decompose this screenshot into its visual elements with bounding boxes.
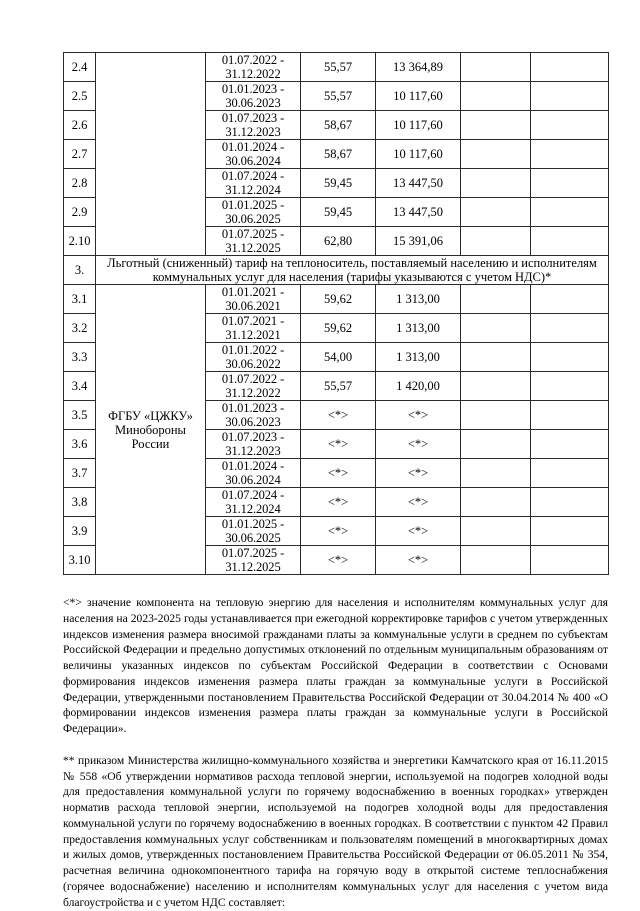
period-cell [206,227,301,256]
extra2-cell [531,111,609,140]
period-from: 01.07.2025 - [221,546,285,560]
footnote-text: приказом Министерства жилищно-коммунального хозяйства и энергетики Камчатского края от 16.11.2015 № 558 «Об утверждении нормативов расхода тепловой энергии, используемой на подогрев холодной воды для предоставления коммунальной услуги по горячему водоснабжению в военных городках» утвержден норматив расхода тепловой энергии, используемой на подогрев холодной воды для предоставления коммунальной услуги по горячему водоснабжению в военных городках. В соответствии с пунктом 42 Правил предоставления коммунальных услуг собственникам и пользователям помещений в многоквартирных домах и жилых домов, утвержденных постановлением Правительства Российской Федерации от 06.05.2011 № 354, расчетная величина однокомпонентного тарифа на горячую воду в открытой системе теплоснабжения (горячее водоснабжение) населению и исполнителям коммунальных услуг для населения с учетом вида благоустройства и с учетом НДС составляет: [63,753,608,909]
extra2-cell [531,430,609,459]
extra2-cell [531,517,609,546]
period-from: 01.01.2024 - [221,140,285,154]
section-number: 3. [64,256,96,285]
extra2-cell [531,169,609,198]
row-number: 2.5 [64,82,96,111]
component1-cell: 59,62 [301,285,376,314]
period-cell [206,343,301,372]
period-cell [206,459,301,488]
period-to: 31.12.2022 [225,67,281,81]
row-number: 3.7 [64,459,96,488]
section-title: Льготный (сниженный) тариф на теплоноситель, поставляемый населению и исполнителям коммунальных услуг для населения (тарифы указываются с учетом НДС)* [96,256,609,285]
period-cell [206,372,301,401]
period-cell [206,285,301,314]
extra2-cell [531,140,609,169]
row-number: 2.6 [64,111,96,140]
row-number: 3.5 [64,401,96,430]
tariff-table [63,52,609,575]
extra2-cell [531,314,609,343]
table-row [64,53,609,82]
component2-cell: <*> [376,430,461,459]
component2-cell: <*> [376,401,461,430]
row-number: 2.4 [64,53,96,82]
extra1-cell [461,343,531,372]
period-cell [206,488,301,517]
period-to: 31.12.2024 [225,183,281,197]
component1-cell: <*> [301,546,376,575]
period-cell [206,169,301,198]
row-number: 3.1 [64,285,96,314]
period-cell [206,314,301,343]
period-to: 30.06.2024 [225,154,281,168]
extra2-cell [531,343,609,372]
extra1-cell [461,517,531,546]
period-to: 31.12.2023 [225,444,281,458]
extra2-cell [531,372,609,401]
extra1-cell [461,488,531,517]
component1-cell: 62,80 [301,227,376,256]
period-to: 30.06.2022 [225,357,281,371]
extra2-cell [531,198,609,227]
component1-cell: 59,45 [301,169,376,198]
period-to: 31.12.2025 [225,560,281,574]
component2-cell: <*> [376,488,461,517]
period-from: 01.07.2022 - [221,372,285,386]
period-to: 31.12.2024 [225,502,281,516]
component1-cell: <*> [301,430,376,459]
component2-cell: 1 313,00 [376,343,461,372]
row-number: 3.6 [64,430,96,459]
footnote-marker: <*> [63,596,82,609]
period-from: 01.01.2025 - [221,198,285,212]
component1-cell: <*> [301,401,376,430]
period-cell [206,140,301,169]
period-to: 31.12.2022 [225,386,281,400]
period-to: 30.06.2021 [225,299,281,313]
extra1-cell [461,314,531,343]
extra1-cell [461,111,531,140]
organization-cell-section2 [96,53,206,256]
period-from: 01.07.2025 - [221,227,285,241]
component2-cell: 13 447,50 [376,169,461,198]
component2-cell: 10 117,60 [376,111,461,140]
footnote-text: значение компонента на тепловую энергию для населения и исполнителям коммунальных услуг для населения на 2023-2025 годы устанавливается при ежегодной корректировке тарифов с учетом утвержденных индексов изменения размера вносимой гражданами платы за коммунальные услуги в среднем по субъектам Российской Федерации и предельно допустимых отклонений по отдельным муниципальным образованиям от величины указанных индексов по субъектам Российской Федерации в соответствии с Основами формирования индексов изменения размера платы граждан за коммунальные услуги в Российской Федерации, утвержденными постановлением Правительства Российской Федерации от 30.04.2014 № 400 «О формировании индексов изменения размера платы граждан за коммунальные услуги в Российской Федерации». [63,596,608,736]
extra1-cell [461,459,531,488]
component2-cell: 1 313,00 [376,285,461,314]
period-to: 30.06.2025 [225,212,281,226]
period-cell [206,198,301,227]
period-to: 31.12.2021 [225,328,281,342]
extra2-cell [531,488,609,517]
row-number: 3.9 [64,517,96,546]
row-number: 2.10 [64,227,96,256]
organization-cell: ФГБУ «ЦЖКУ» Минобороны России [96,285,206,575]
extra1-cell [461,53,531,82]
period-from: 01.01.2023 - [221,401,285,415]
period-from: 01.07.2023 - [221,111,285,125]
extra2-cell [531,401,609,430]
extra2-cell [531,227,609,256]
period-to: 30.06.2023 [225,415,281,429]
period-from: 01.07.2021 - [221,314,285,328]
component2-cell: <*> [376,546,461,575]
period-to: 30.06.2023 [225,96,281,110]
period-from: 01.01.2021 - [221,285,285,299]
row-number: 3.3 [64,343,96,372]
component2-cell: 1 420,00 [376,372,461,401]
footnote-marker: ** [63,753,75,767]
component1-cell: 59,62 [301,314,376,343]
extra1-cell [461,401,531,430]
component2-cell: <*> [376,459,461,488]
period-from: 01.07.2022 - [221,53,285,67]
component1-cell: 59,45 [301,198,376,227]
extra2-cell [531,546,609,575]
extra2-cell [531,82,609,111]
extra1-cell [461,227,531,256]
row-number: 3.4 [64,372,96,401]
period-from: 01.07.2024 - [221,169,285,183]
period-from: 01.01.2024 - [221,459,285,473]
component1-cell: 55,57 [301,82,376,111]
table-body [64,53,609,575]
component2-cell: 15 391,06 [376,227,461,256]
component1-cell: 54,00 [301,343,376,372]
period-from: 01.07.2023 - [221,430,285,444]
component1-cell: 58,67 [301,140,376,169]
component1-cell: <*> [301,459,376,488]
component1-cell: 58,67 [301,111,376,140]
extra1-cell [461,285,531,314]
component1-cell: <*> [301,488,376,517]
extra1-cell [461,546,531,575]
footnotes-section [63,595,608,911]
extra1-cell [461,140,531,169]
extra2-cell [531,459,609,488]
row-number: 2.8 [64,169,96,198]
component1-cell: <*> [301,517,376,546]
period-cell [206,401,301,430]
period-from: 01.01.2025 - [221,517,285,531]
table-row [64,285,609,314]
extra2-cell [531,285,609,314]
period-cell [206,546,301,575]
component2-cell: 13 447,50 [376,198,461,227]
footnote-asterisk [63,595,608,737]
component1-cell: 55,57 [301,372,376,401]
component2-cell: <*> [376,517,461,546]
period-cell [206,53,301,82]
row-number: 3.10 [64,546,96,575]
period-from: 01.07.2024 - [221,488,285,502]
row-number: 3.2 [64,314,96,343]
extra1-cell [461,198,531,227]
period-to: 30.06.2024 [225,473,281,487]
period-from: 01.01.2022 - [221,343,285,357]
extra1-cell [461,169,531,198]
period-cell [206,82,301,111]
component2-cell: 10 117,60 [376,82,461,111]
extra1-cell [461,82,531,111]
component1-cell: 55,57 [301,53,376,82]
period-cell [206,430,301,459]
extra1-cell [461,430,531,459]
period-to: 30.06.2025 [225,531,281,545]
period-to: 31.12.2023 [225,125,281,139]
row-number: 2.9 [64,198,96,227]
footnote-double-asterisk [63,753,608,911]
extra1-cell [461,372,531,401]
component2-cell: 13 364,89 [376,53,461,82]
row-number: 3.8 [64,488,96,517]
period-cell [206,517,301,546]
section-header-row [64,256,609,285]
period-to: 31.12.2025 [225,241,281,255]
component2-cell: 1 313,00 [376,314,461,343]
period-from: 01.01.2023 - [221,82,285,96]
extra2-cell [531,53,609,82]
period-cell [206,111,301,140]
component2-cell: 10 117,60 [376,140,461,169]
row-number: 2.7 [64,140,96,169]
